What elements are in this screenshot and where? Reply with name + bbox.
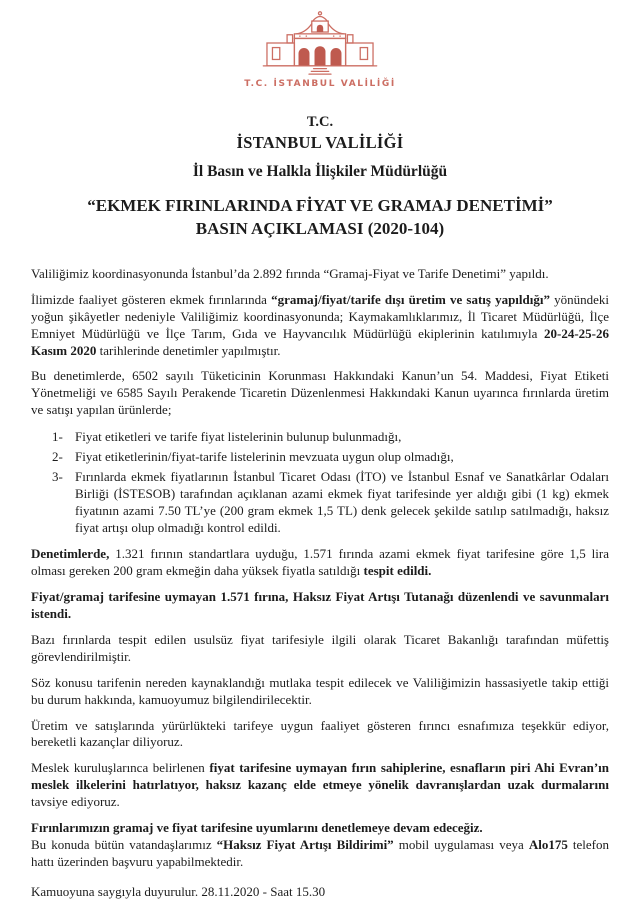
list-item-marker: 2- [52, 449, 63, 464]
title-line-2: BASIN AÇIKLAMASI (2020-104) [195, 219, 445, 239]
document-body [31, 266, 609, 901]
header-department: İl Basın ve Halkla İlişkiler Müdürlüğü [192, 162, 448, 180]
government-building-icon [256, 8, 384, 78]
paragraph-inspection-teams: İlimizde faaliyet gösteren ekmek fırınlarında “gramaj/fiyat/tarife dışı üretim ve satış yapıldığı” yönündeki yoğun şikâyetler nedeniyle Valiliğimiz koordinasyonunda; Kaymakamlıklarımız, İl Ticaret Müdürlüğü, İlçe Emniyet Müdürlüğü ve İlçe Tarım, Gıda ve Hayvancılık Müdürlüğü ekiplerinin katılımıyla 20-24-25-26 Kasım 2020 tarihlerinde denetimler yapılmıştır. [31, 291, 609, 358]
paragraph-warning: Meslek kuruluşlarınca belirlenen fiyat tarifesine uymayan fırın sahiplerine, esnafların piri Ahi Evran’ın meslek ilkelerini hatırlatıyor, haksız kazanç elde etmeye yönelik davranışlardan uzak durmalarını tavsiye ediyoruz. [31, 760, 609, 810]
list-item [52, 429, 609, 446]
inspection-criteria-list [52, 429, 609, 536]
logo-caption: T.C. İSTANBUL VALİLİĞİ [244, 79, 396, 89]
paragraph-closing-datetime: Kamuoyuna saygıyla duyurulur. 28.11.2020 - Saat 15.30 [31, 883, 326, 899]
header-republic: T.C. [306, 113, 334, 130]
list-item-text: Fiyat etiketleri ve tarife fiyat listelerinin bulunup bulunmadığı, [75, 429, 402, 445]
list-item-marker: 3- [52, 468, 63, 484]
list-item-text: Fırınlarda ekmek fiyatlarının İstanbul Ticaret Odası (İTO) ve İstanbul Esnaf ve Sanatkârlar Odaları Birliği (İSTESOB) tarafından açıklanan azami ekmek fiyat tarifesinde yer aldığı gibi (1 kg) ekmek fiyatının azami 7.50 TL’ye (200 gram ekmek 1,5 TL) denk gelecek şekilde satılıp satılmadığı, haksız fiyat artışı olup olmadığı kontrol edildi. [75, 468, 609, 535]
list-item-marker: 1- [52, 429, 63, 445]
paragraph-findings: Denetimlerde, 1.321 fırının standartlara uyduğu, 1.571 fırında azami ekmek fiyat tarifesine göre 1,5 lira olması gereken 200 gram ekmeğin daha yüksek fiyatla satıldığı tespit edildi. [31, 546, 609, 579]
istanbul-governorship-logo [31, 8, 609, 91]
paragraph-thanks: Üretim ve satışlarında yürürlükteki tarifeye uygun faaliyet gösteren fırıncı esnafımıza teşekkür ediyor, bereketli kazançlar diliyoruz. [31, 717, 609, 750]
paragraph-legal-basis: Bu denetimlerde, 6502 sayılı Tüketicinin Korunması Hakkındaki Kanun’un 54. Maddesi, Fiyat Etiketi Yönetmeliği ve 6585 Sayılı Perakende Ticaretin Düzenlenmesi Hakkındaki Kanun uyarınca fırınlarda üretim ve satışı yapılan ürünlerde; [31, 368, 609, 418]
list-item [52, 469, 609, 537]
paragraph-followup: Söz konusu tarifenin nereden kaynaklandığı mutlaka tespit edilecek ve Valiliğimizin hassasiyetle takip ettiği bu durum hakkında, kamuoyumuz bilgilendirilecektir. [31, 674, 609, 707]
header-governorship: İSTANBUL VALİLİĞİ [236, 132, 404, 152]
paragraph-inspector: Bazı fırınlarda tespit edilen usulsüz fiyat tarifesiyle ilgili olarak Ticaret Bakanlığı tarafından müfettiş görevlendirilmiştir. [31, 632, 609, 664]
paragraph-penalties: Fiyat/gramaj tarifesine uymayan 1.571 fırına, Haksız Fiyat Artışı Tutanağı düzenlendi ve savunmaları istendi. [31, 589, 609, 622]
press-release-title [31, 195, 609, 241]
paragraph-reporting-channels: Fırınlarımızın gramaj ve fiyat tarifesine uyumlarını denetlemeye devam edeceğiz. Bu konuda bütün vatandaşlarımız “Haksız Fiyat Artışı Bildirimi” mobil uygulaması veya Alo175 telefon hattı üzerinden başvuru yapabilmektedir. [31, 820, 610, 869]
list-item-text: Fiyat etiketlerinin/fiyat-tarife listelerinin mevzuata uygun olup olmadığı, [75, 449, 454, 464]
list-item [52, 449, 609, 466]
paragraph-summary: Valiliğimiz koordinasyonunda İstanbul’da 2.892 fırında “Gramaj-Fiyat ve Tarife Denetimi” yapıldı. [31, 265, 549, 281]
title-line-1: “EKMEK FIRINLARINDA FİYAT VE GRAMAJ DENETİMİ” [87, 196, 553, 216]
